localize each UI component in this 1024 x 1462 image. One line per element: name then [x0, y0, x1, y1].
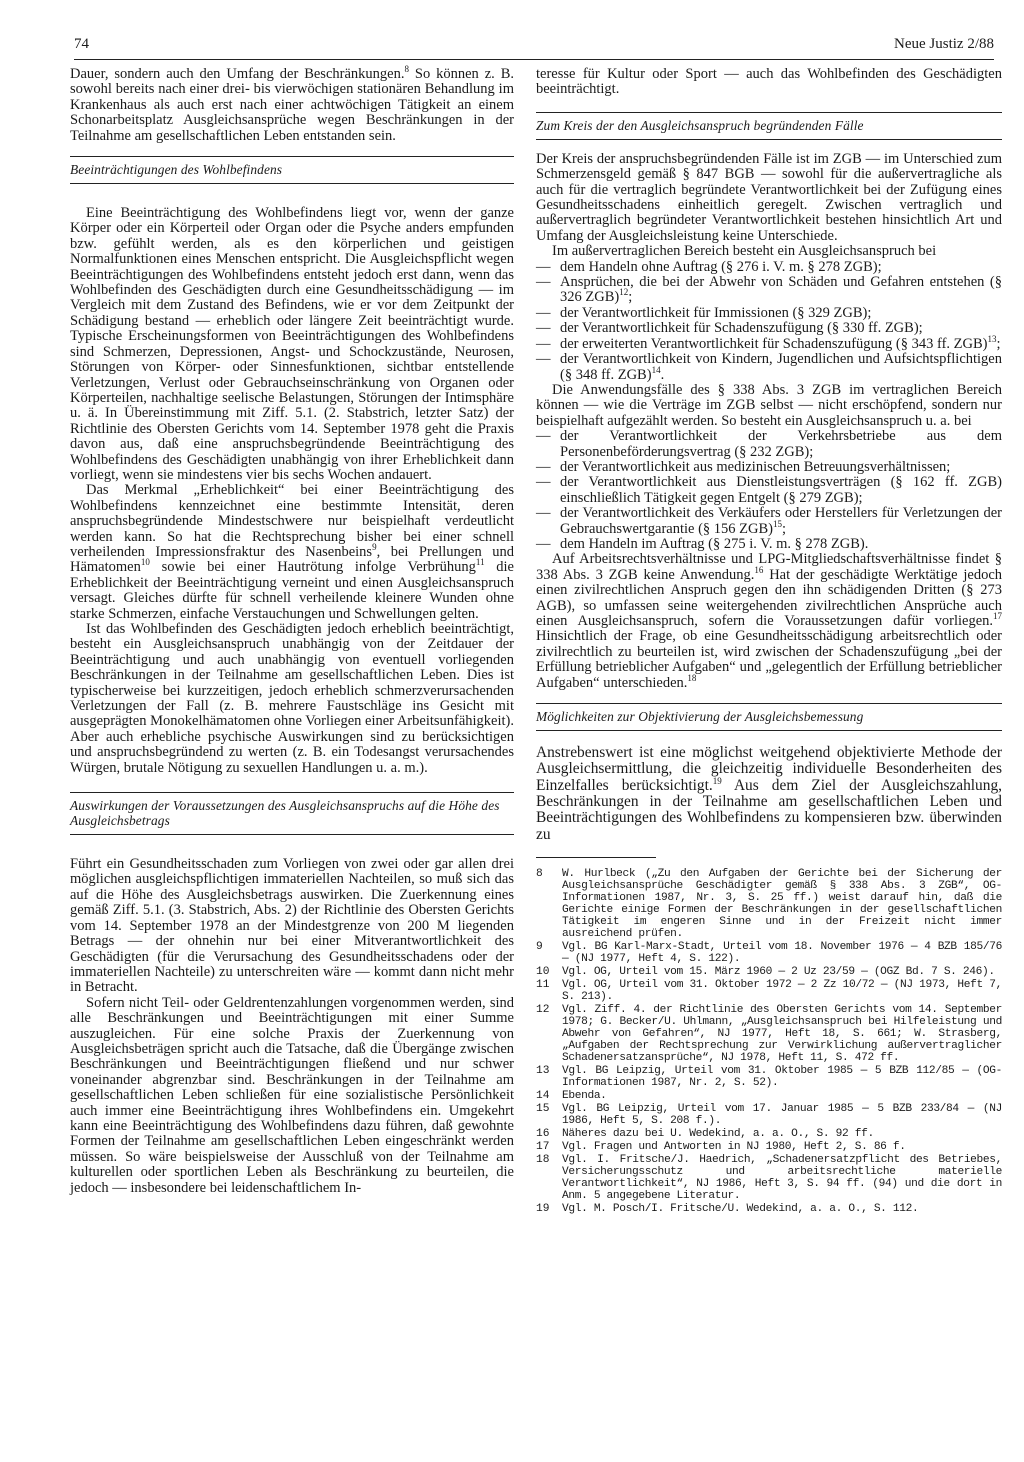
section-heading-objektivierung: Möglichkeiten zur Objektivierung der Ausgleichsbemessung: [536, 703, 1002, 731]
list-item: — der Verantwortlichkeit aus Dienstleistungsverträgen (§ 162 ff. ZGB) einschließlich Tätigkeit gegen Entgelt (§ 279 ZGB);: [536, 474, 1002, 506]
footnote-separator: [536, 857, 656, 858]
footnote-14: 14 Ebenda.: [536, 1089, 607, 1102]
paragraph-erheblichkeit: Das Merkmal „Erheblichkeit“ bei einer Beeinträchtigung des Wohlbefindens kennzeichnet eine bestimmte Intensität, deren anspruchsbegründende Mindestschwere nur beispielhaft verdeutlicht werden kann. So hat die Rechtsprechung bisher bei einer schnell verheilenden Impressionsfraktur des Nasenbeins$^9$, bei Prellungen und Hämatomen$^{10}$ sowie bei einer Hautrötung infolge Verbrühung$^{11}$ die Erheblichkeit der Beeinträchtigung verneint und einen Ausgleichsanspruch versagt. Gleiches dürfte für schnell verheilende kleinere Wunden ohne starke Schmerzen, einfache Verstauchungen und Schwellungen gelten.: [70, 482, 514, 622]
list-item: — der Verantwortlichkeit des Verkäufers oder Herstellers für Verletzungen der Gebrauchswertgarantie (§ 156 ZGB)$^{15}$;: [536, 505, 1002, 537]
list-item: — der Verantwortlichkeit für Immissionen (§ 329 ZGB);: [536, 304, 872, 321]
list-item: — dem Handeln im Auftrag (§ 275 i. V. m. § 278 ZGB).: [536, 535, 869, 552]
list-item: — Ansprüchen, die bei der Abwehr von Schäden und Gefahren entstehen (§ 326 ZGB)$^{12}$;: [536, 274, 1002, 306]
paragraph-wohlbefinden-definition: Eine Beeinträchtigung des Wohlbefindens liegt vor, wenn der ganze Körper oder ein Körperteil oder Organ oder die Psyche anders empfunden bzw. gefühlt werden, als es den körperlichen und geistigen Normalfunktionen eines Menschen entspricht. Die Ausgleichspflicht wegen Beeinträchtigungen des Wohlbefindens entsteht jedoch erst dann, wenn das Wohlbefinden des Geschädigten durch eine Gesundheitsschädigung — im Vergleich mit dem Zustand des Befindens, wie er vor dem Zeitpunkt der Schädigung bestand — erheblich oder längere Zeit beeinträchtigt wurde. Typische Erscheinungsformen von Beeinträchtigungen des Wohlbefindens sind Schmerzen, Depressionen, Angst- und Schockzustände, Neurosen, Störungen von Körper- oder Sinnesfunktionen, sichtbar entstellende Verletzungen, Verlust oder Gebrauchseinschränkung von Organen oder Körperteilen, nachhaltige seelische Belastungen, Störungen der Intimsphäre u. ä. In Übereinstimmung mit Ziff. 5.1. (2. Stabstrich, letzter Satz) der Richtlinie des Obersten Gerichts vom 14. September 1978 geht die Praxis davon aus, daß eine anspruchsbegründende Beeinträchtigung des Wohlbefindens des Geschädigten unabhängig von ihrer Erheblichkeit dann vorliegt, wenn sie mindestens vier bis sechs Wochen andauert.: [70, 205, 514, 483]
paragraph-erheblich-beeintraechtigt: Ist das Wohlbefinden des Geschädigten jedoch erheblich beeinträchtigt, besteht ein Ausgleichsanspruch unabhängig von der Zeitdauer der Beeinträchtigung und auch unabhängig von eventuell vorliegenden Beschränkungen in der Teilnahme am gesellschaftlichen Leben. Dies ist typischerweise bei kurzzeitigen, jedoch erheblich schmerzverursachenden Verletzungen der Fall (z. B. mehrere Faustschläge ins Gesicht mit ausgeprägten Monokelhämatomen ohne Vorliegen einer Arbeitsunfähigkeit). Aber auch erhebliche psychische Auswirkungen sind zu berücksichtigen und anspruchsbegründend zu werten (z. B. ein Todesangst verursachendes Würgen, brutale Nötigung zu sexuellen Handlungen u. a. m.).: [70, 621, 515, 776]
footnote-9: 9 Vgl. BG Karl-Marx-Stadt, Urteil vom 18. November 1976 — 4 BZB 185/76 — (NJ 1977, Heft 4, S. 122).: [536, 940, 1002, 965]
list-item: — dem Handeln ohne Auftrag (§ 276 i. V. m. § 278 ZGB);: [536, 258, 882, 275]
footnote-16: 16 Näheres dazu bei U. Wedekind, a. a. O., S. 92 ff.: [536, 1127, 874, 1140]
footnote-13: 13 Vgl. BG Leipzig, Urteil vom 31. Oktober 1985 — 5 BZB 112/85 — (OG-Informationen 1987, Nr. 2, S. 52).: [536, 1064, 1002, 1089]
footnote-ref-14: 14: [651, 364, 661, 375]
footnotes: [536, 868, 1002, 1215]
right-column: [536, 67, 1002, 1216]
list-item: — der Verantwortlichkeit für Schadenszufügung (§ 330 ff. ZGB);: [536, 320, 923, 337]
list-item: — der erweiterten Verantwortlichkeit für Schadenszufügung (§ 343 ff. ZGB)$^{13}$;: [536, 333, 1001, 352]
footnote-ref-17: 17: [993, 611, 1002, 622]
footnote-19: 19 Vgl. M. Posch/I. Fritsche/U. Wedekind, a. a. O., S. 112.: [536, 1202, 919, 1215]
journal-issue: Neue Justiz 2/88: [894, 36, 994, 52]
paragraph-gesundheitsschaden: Führt ein Gesundheitsschaden zum Vorliegen von zwei oder gar allen drei möglichen ausgleichspflichtigen immateriellen Nachteilen, so muß sich das auf die Höhe des Ausgleichsbetrags auswirken. Die Zuerkennung eines gemäß Ziff. 5.1. (3. Stabstrich, Abs. 2) der Richtlinie des Obersten Gerichts vom 14. September 1978 an der Mindestgrenze von 200 M liegenden Betrags — der ohnehin nur bei einer Mitverantwortlichkeit des Geschädigten (für die Verursachung des Gesundheitsschadens oder der immateriellen Nachteile) zu unterschreiten wäre — kommt dann nicht mehr in Betracht.: [70, 856, 514, 996]
paragraph-continuation: teresse für Kultur oder Sport — auch das Wohlbefinden des Geschädigten beeinträchtigt.: [536, 66, 1002, 98]
paragraph-anspruchsbegruendende-faelle: Der Kreis der anspruchsbegründenden Fälle ist im ZGB — im Unterschied zum Schmerzensgeld gemäß § 847 BGB — sowohl für die außervertragliche als auch für die vertraglich begründete Verantwortlichkeit bei der Zufügung eines Gesundheitsschadens einheitlich geregelt. Zwischen vertraglich und außervertraglich begründeter Verantwortlichkeit bestehen hinsichtlich Art und Umfang der Ausgleichsleistung keine Unterschiede.: [536, 150, 1002, 244]
paragraph-arbeitsrechtsverhaeltnisse: Auf Arbeitsrechtsverhältnisse und LPG-Mitgliedschaftsverhältnisse findet § 338 Abs. 3 ZGB keine Anwendung.$^{16}$ Hat der geschädigte Werktätige jedoch einen zivilrechtlichen Anspruch gegen den ihn schädigenden Dritten (§ 273 AGB), so umfassen seine weitergehenden zivilrechtlichen Ansprüche auch einen Ausgleichsanspruch, sofern die Voraussetzungen dafür vorliegen.$^{17}$ Hinsichtlich der Frage, ob eine Gesundheitsschädigung arbeitsrechtlich oder zivilrechtlich zu beurteilen ist, wird zwischen der Schadenszufügung „bei der Erfüllung betrieblicher Aufgaben“ und „gelegentlich der Erfüllung betrieblicher Aufgaben“ unterschieden.$^{18}$: [536, 551, 1003, 691]
page-header: [74, 36, 994, 60]
paragraph-vertraglicher-bereich: Die Anwendungsfälle des § 338 Abs. 3 ZGB im vertraglichen Bereich können — wie die Verträge im ZGB selbst — nicht erschöpfend, sondern nur beispielhaft aufgezählt werden. So besteht ein Ausgleichsanspruch u. a. bei: [536, 381, 1002, 429]
footnote-ref-13: 13: [987, 333, 997, 344]
section-heading-wohlbefinden: Beeinträchtigungen des Wohlbefindens: [70, 156, 514, 184]
footnote-11: 11 Vgl. OG, Urteil vom 31. Oktober 1972 — 2 Zz 10/72 — (NJ 1973, Heft 7, S. 213).: [536, 978, 1002, 1003]
paragraph-ausservertraglich: Im außervertraglichen Bereich besteht ein Ausgleichsanspruch bei: [552, 243, 937, 260]
left-column: [70, 64, 515, 1196]
footnote-15: 15 Vgl. BG Leipzig, Urteil vom 17. Januar 1985 — 5 BZB 233/84 — (NJ 1986, Heft 5, S. 208 f.).: [536, 1102, 1002, 1127]
footnote-ref-19: 19: [712, 775, 722, 786]
list-vertraglich: [536, 429, 1002, 552]
list-ausservertraglich: [536, 260, 1002, 383]
section-heading-kreis-der-faelle: Zum Kreis der den Ausgleichsanspruch begründenden Fälle: [536, 112, 1002, 140]
footnote-17: 17 Vgl. Fragen und Antworten in NJ 1980, Heft 2, S. 86 f.: [536, 1140, 906, 1153]
footnote-8: 8 W. Hurlbeck („Zu den Aufgaben der Gerichte bei der Sicherung der Ausgleichsansprüche Geschädigter gemäß § 338 Abs. 3 ZGB“, OG-Informationen 1987, Nr. 3, S. 25 ff.) weist darauf hin, daß die Gerichte einige Formen der Beschränkungen in der gesellschaftlichen Tätigkeit im engeren Sinne und in der Freizeit nicht immer ausreichend prüfen.: [536, 867, 1002, 940]
footnote-ref-8: 8: [404, 64, 409, 75]
footnote-ref-9: 9: [372, 542, 377, 553]
paragraph-teilzahlungen: Sofern nicht Teil- oder Geldrentenzahlungen vorgenommen werden, sind alle Beschränkungen und Beeinträchtigungen mit einer Summe auszugleichen. Für eine solche Praxis der Zuerkennung von Ausgleichsbeträgen spricht auch die Tatsache, daß die Übergänge zwischen Beschränkungen und Beeinträchtigungen fließend und nur schwer voneinander abgrenzbar sind. Beschränkungen in der Teilnahme am gesellschaftlichen Leben schließen für eine sozialistische Persönlichkeit auch immer eine Beeinträchtigung ihres Wohlbefindens ein. Umgekehrt kann eine Beeinträchtigung des Wohlbefindens dazu führen, daß gewohnte Formen der Teilnahme am gesellschaftlichen Leben eingeschränkt werden müssen. So wäre beispielsweise der Ausschluß von der Teilnahme am kulturellen oder sportlichen Leben als Beschränkung zu beurteilen, die jedoch — insbesondere bei leidenschaftlichem In-: [70, 994, 514, 1196]
intro-paragraph: Dauer, sondern auch den Umfang der Beschränkungen.$^8$ So können z. B. sowohl bereits nach einer drei- bis vierwöchigen stationären Behandlung im Krankenhaus als auch erst nach einer achtwöchigen Tätigkeit an einem Schonarbeitsplatz Ausgleichsansprüche wegen Beschränkungen in der Teilnahme am gesellschaftlichen Leben entstanden sein.: [70, 64, 514, 144]
footnote-ref-12: 12: [619, 287, 629, 298]
list-item: — der Verantwortlichkeit aus medizinischen Betreuungsverhältnissen;: [536, 458, 951, 475]
footnote-10: 10 Vgl. OG, Urteil vom 15. März 1960 — 2 Uz 23/59 — (OGZ Bd. 7 S. 246).: [536, 965, 995, 978]
list-item: — der Verantwortlichkeit von Kindern, Jugendlichen und Aufsichtspflichtigen (§ 348 ff. ZGB)$^{14}$.: [536, 351, 1002, 383]
page-number: 74: [74, 36, 89, 52]
footnote-ref-18: 18: [687, 672, 697, 683]
footnote-ref-16: 16: [754, 564, 764, 575]
footnote-ref-15: 15: [773, 518, 782, 529]
paragraph-anstrebenswert: Anstrebenswert ist eine möglichst weitgehend objektivierte Methode der Ausgleichsermittlung, die gleichzeitig individuelle Besonderheiten des Einzelfalles berücksichtigt.$^{19}$ Aus dem Ziel der Ausgleichszahlung, Beschränkungen in der Teilnahme am gesellschaftlichen Leben und Beeinträchtigungen des Wohlbefindens zu kompensieren bzw. überwinden zu: [536, 744, 1002, 843]
footnote-12: 12 Vgl. Ziff. 4. der Richtlinie des Obersten Gerichts vom 14. September 1978; G. Becker/U. Uhlmann, „Ausgleichsanspruch bei Hilfeleistung und Abwehr von Gefahren“, NJ 1977, Heft 18, S. 661; W. Strasberg, „Aufgaben der Rechtsprechung zur Verwirklichung außervertraglicher Schadenersatzansprüche“, NJ 1978, Heft 11, S. 472 ff.: [536, 1003, 1002, 1064]
list-item: — der Verantwortlichkeit der Verkehrsbetriebe aus dem Personenbeförderungsvertrag (§ 232 ZGB);: [536, 428, 1002, 460]
footnote-ref-11: 11: [475, 557, 485, 568]
footnote-18: 18 Vgl. I. Fritsche/J. Haedrich, „Schadenersatzpflicht des Betriebes, Versicherungsschutz und arbeitsrechtliche materielle Verantwortlichkeit“, NJ 1986, Heft 3, S. 94 ff. (94) und die dort in Anm. 5 angegebene Literatur.: [536, 1153, 1002, 1202]
footnote-ref-10: 10: [140, 557, 150, 568]
section-heading-auswirkungen: Auswirkungen der Voraussetzungen des Ausgleichsanspruchs auf die Höhe des Ausgleichsbetrags: [70, 792, 514, 835]
